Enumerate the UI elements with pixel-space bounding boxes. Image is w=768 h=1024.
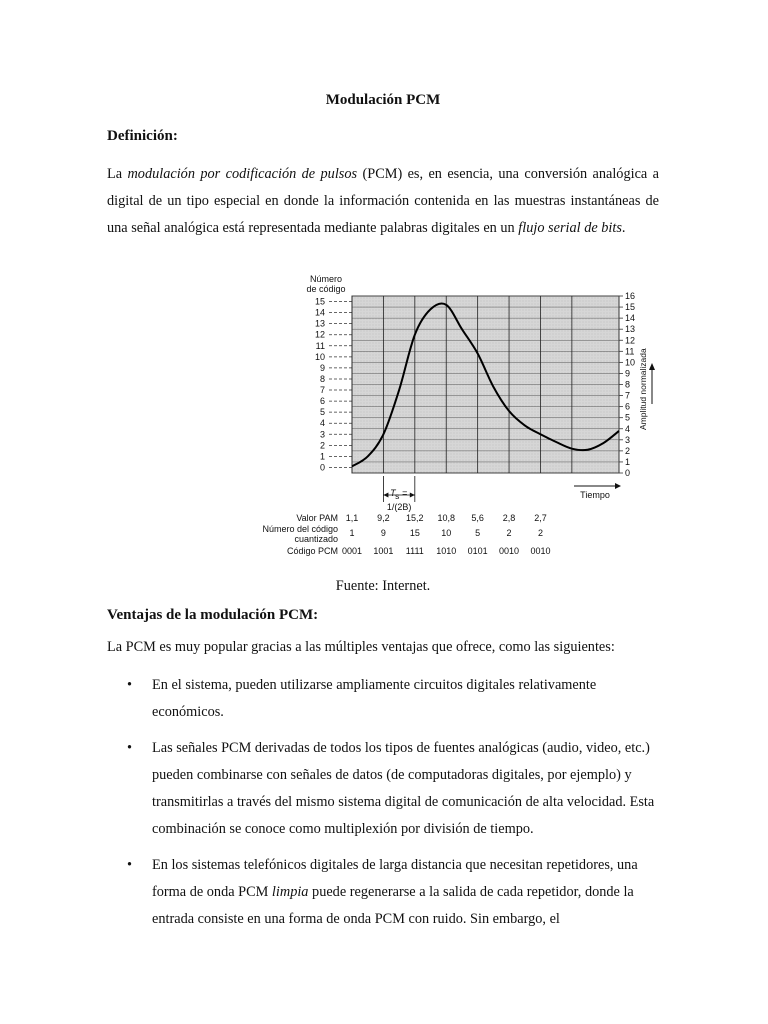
left-axis-title: Número	[309, 274, 343, 284]
left-tick-label: 7	[319, 385, 325, 396]
axis-arrow-head	[649, 363, 655, 370]
bullet-emphasis: limpia	[271, 884, 309, 900]
ts-equals: =	[402, 488, 408, 498]
bullet-text-continued: puede regenerarse a la salida de cada repetidor, donde la entrada consiste en una forma de onda PCM con ruido. Sin embargo, el	[152, 884, 634, 927]
left-tick-label: 12	[314, 329, 325, 340]
pcm-code: 1111	[405, 546, 424, 556]
pcm-chart	[180, 270, 648, 562]
ts-label: T	[390, 488, 396, 498]
quantized-code: 2	[537, 528, 543, 538]
right-tick-label: 10	[625, 357, 636, 368]
quantized-code: 9	[380, 528, 386, 538]
pcm-code: 0101	[467, 546, 488, 556]
table-row-label: cuantizado	[294, 534, 338, 544]
right-tick-label: 14	[625, 313, 636, 324]
left-tick-label: 13	[314, 318, 325, 329]
quantized-code: 10	[441, 528, 452, 538]
table-row-label: Número del código	[262, 524, 338, 534]
definition-text-3: .	[621, 220, 626, 236]
quantized-code: 1	[349, 528, 355, 538]
time-arrow-head	[615, 483, 621, 489]
ts-arrow-right	[410, 493, 415, 498]
right-tick-label: 0	[625, 468, 631, 478]
left-tick-label: 14	[314, 307, 325, 318]
right-tick-label: 4	[625, 423, 631, 434]
left-tick-label: 6	[319, 396, 325, 407]
right-tick-label: 11	[625, 346, 635, 357]
left-tick-label: 15	[314, 296, 325, 307]
chart-layer	[262, 274, 655, 556]
advantages-heading: Ventajas de la modulación PCM:	[107, 607, 319, 623]
quantized-code: 2	[506, 528, 512, 538]
pam-value: 10,8	[437, 513, 456, 523]
pam-value: 9,2	[377, 513, 390, 523]
left-tick-label: 5	[319, 407, 325, 418]
right-tick-label: 8	[625, 379, 631, 390]
pam-value: 2,7	[534, 513, 547, 523]
left-axis-title: de código	[306, 284, 346, 294]
ts-subscript: s	[395, 491, 400, 501]
definition-emphasis-1: modulación por codificación de pulsos	[127, 166, 358, 182]
ts-arrow-left	[383, 493, 388, 498]
left-tick-label: 9	[319, 362, 325, 373]
right-tick-label: 12	[625, 335, 636, 346]
right-tick-label: 3	[625, 434, 631, 445]
pcm-code: 1010	[436, 546, 457, 556]
table-row-label: Valor PAM	[296, 513, 338, 523]
pcm-code: 0010	[499, 546, 520, 556]
pam-value: 5,6	[471, 513, 484, 523]
right-axis-title: Amplitud normalizada	[638, 348, 648, 430]
definition-paragraph	[107, 161, 659, 242]
left-tick-label: 10	[314, 351, 325, 362]
bullet-text: En los sistemas telefónicos digitales de larga distancia que necesitan repetidores, una forma de onda PCM	[152, 857, 638, 900]
pam-value: 2,8	[502, 513, 516, 523]
right-tick-label: 5	[625, 412, 631, 423]
right-tick-label: 16	[625, 291, 636, 301]
left-tick-label: 0	[319, 462, 325, 473]
ts-formula: 1/(2B)	[386, 502, 412, 512]
pcm-code: 1001	[373, 546, 394, 556]
bullet-marker: •	[127, 857, 133, 873]
pam-value: 15,2	[406, 513, 424, 523]
left-tick-label: 2	[319, 440, 325, 451]
quantized-code: 15	[409, 528, 420, 538]
table-row-label: Código PCM	[286, 546, 338, 556]
left-tick-label: 3	[319, 429, 325, 440]
definition-heading: Definición:	[107, 128, 178, 144]
pcm-code: 0010	[530, 546, 551, 556]
advantages-intro: La PCM es muy popular gracias a las múltiples ventajas que ofrece, como las siguientes:	[107, 639, 615, 655]
right-tick-label: 9	[625, 368, 631, 379]
advantages-list	[107, 672, 659, 942]
right-tick-label: 6	[625, 401, 631, 412]
bullet-item	[107, 852, 659, 933]
pam-value: 1,1	[345, 513, 359, 523]
figure-caption: Fuente: Internet.	[335, 578, 431, 594]
left-tick-label: 4	[319, 418, 325, 429]
right-tick-label: 13	[625, 324, 636, 335]
left-tick-label: 8	[319, 373, 325, 384]
bullet-marker: •	[127, 677, 133, 693]
bullet-text: En el sistema, pueden utilizarse ampliamente circuitos digitales relativamente económicos.	[152, 677, 597, 720]
pcm-code: 0001	[341, 546, 363, 556]
right-tick-label: 15	[625, 302, 636, 313]
bullet-item	[107, 735, 659, 843]
bullet-text: Las señales PCM derivadas de todos los tipos de fuentes analógicas (audio, video, etc.) pueden combinarse con señales de datos (de computadoras digitales, por ejemplo) y transmitirlas a través del mismo sistema digital de comunicación de alta velocidad. Esta combinación se conoce como multiplexión por división de tiempo.	[152, 740, 655, 837]
definition-text-1: La	[107, 166, 128, 182]
left-tick-label: 1	[319, 451, 325, 462]
right-tick-label: 1	[625, 456, 631, 467]
right-tick-label: 2	[625, 445, 631, 456]
bullet-item	[107, 672, 659, 726]
definition-emphasis-2: flujo serial de bits	[518, 220, 622, 236]
left-tick-label: 11	[315, 340, 325, 351]
page-title: Modulación PCM	[325, 92, 441, 108]
quantized-code: 5	[475, 528, 481, 538]
pcm-figure	[180, 270, 648, 562]
bullet-marker: •	[127, 740, 133, 756]
definition-text-2: (PCM) es, en esencia, una conversión analógica a digital de un tipo especial en donde la información contenida en las muestras instantáneas de una señal analógica está representada mediante palabras digitales en un	[107, 166, 659, 236]
x-axis-title: Tiempo	[580, 490, 610, 500]
right-tick-label: 7	[625, 390, 631, 401]
